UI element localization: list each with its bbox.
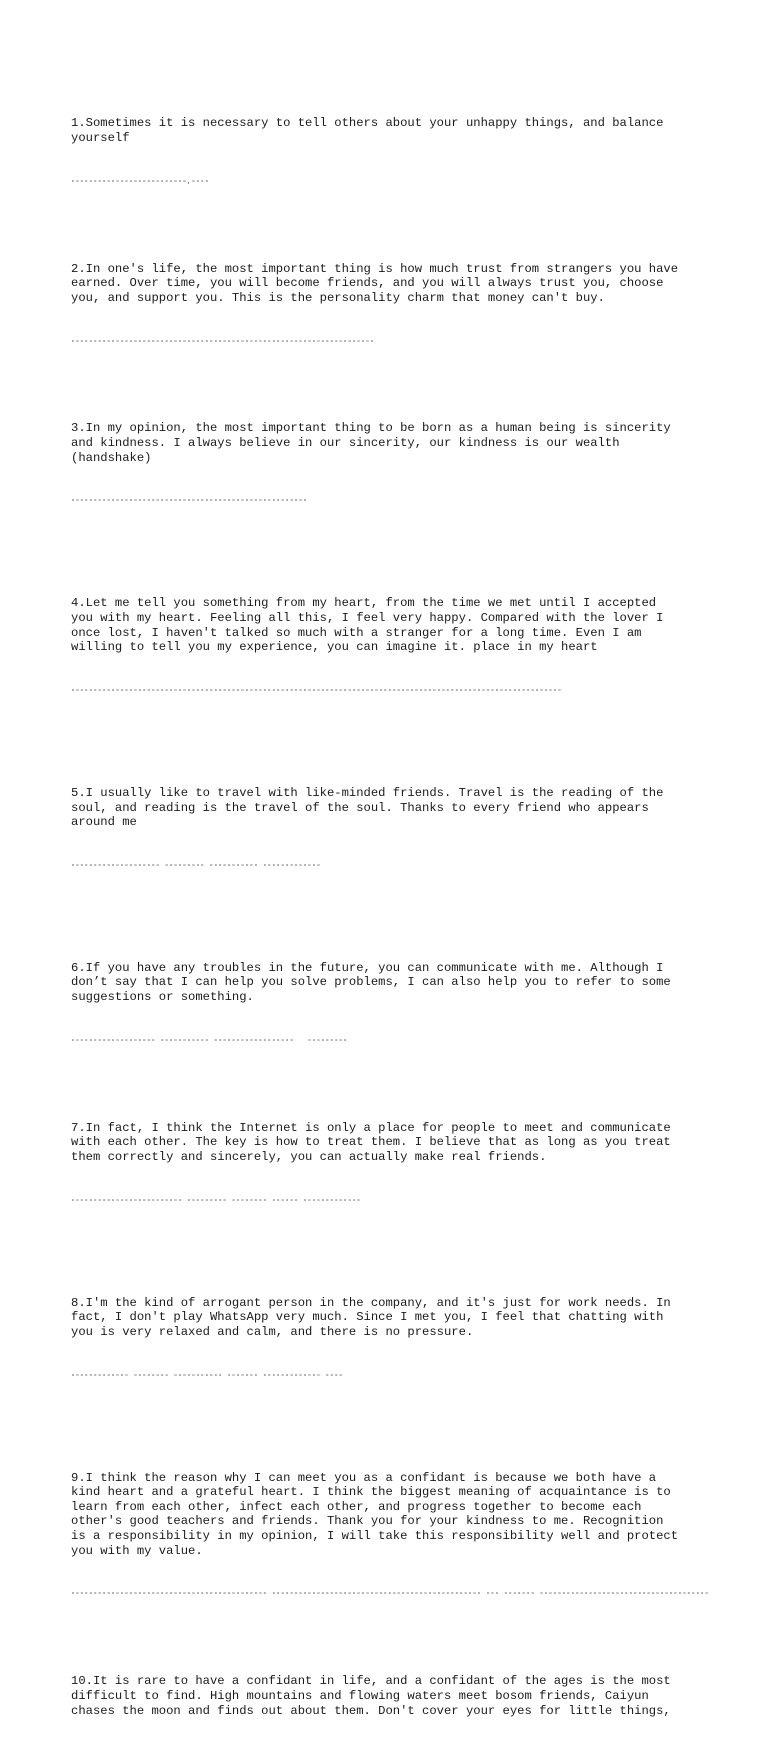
paragraph-3 (71, 392, 711, 538)
paragraph-text: 9.I think the reason why I can meet you as a confidant is because we both have a kind heart and a grateful heart. I think the biggest meaning of acquaintance is to learn from each other, infect each other, and progress together to become each other's good teachers and friends. Thank you for your kindness to me. Recognition is a responsibility in my opinion, I will take this responsibility well and protect you with my value. (71, 1470, 679, 1558)
paragraph-text: 8.I'm the kind of arrogant person in the company, and it's just for work needs. In fact, I don't play WhatsApp very much. Since I met you, I feel that chatting with you is very relaxed and calm, and there is no pressure. (71, 1295, 671, 1339)
paragraph-2 (71, 232, 711, 378)
paragraph-text: 4.Let me tell you something from my heart, from the time we met until I accepted you with my heart. Feeling all this, I feel very happy. Compared with the lover I once lost, I haven't talked so much with a stranger for a long time. Even I am willing to tell you my experience, you can imagine it. place in my heart (71, 596, 664, 655)
document-body (71, 87, 711, 1747)
paragraph-text: 3.In my opinion, the most important thing to be born as a human being is sincerity and kindness. I always believe in our sincerity, our kindness is our wealth (handshake) (71, 421, 671, 465)
paragraph-translation: ▫▫▫▫▫▫▫▫▫▫▫▫▫▫▫▫▫▫▫▫▫▫▫▫▫▫,▫▫▫▫ (71, 177, 210, 185)
paragraph-4 (71, 567, 711, 728)
paragraph-translation: ▫▫▫▫▫▫▫▫▫▫▫▫▫▫▫▫▫▫▫▫▫▫▫▫▫▫▫▫▫▫▫▫▫▫▫▫▫▫▫▫▫▫▫▫▫▫▫▫▫▫▫▫▫▫▫▫▫▫▫▫▫▫▫▫▫▫▫▫▫▫▫▫▫▫▫▫▫▫▫▫▫▫▫▫▫▫▫▫▫▫▫▫▫▫▫▫▫▫▫▫▫▫▫▫▫▫▫▫▫▫ (71, 686, 562, 694)
paragraph-7 (71, 1092, 711, 1238)
paragraph-text: 10.It is rare to have a confidant in life, and a confidant of the ages is the most difficult to find. High mountains and flowing waters meet bosom friends, Caiyun chases the moon and finds out about them. Don't cover your eyes for little things, (71, 1674, 671, 1718)
paragraph-translation: ▫▫▫▫▫▫▫▫▫▫▫▫▫▫▫▫▫▫▫▫▫▫▫▫▫▫▫▫▫▫▫▫▫▫▫▫▫▫▫▫▫▫▫▫▫▫▫▫▫▫▫▫▫ (71, 497, 308, 505)
paragraph-8 (71, 1267, 711, 1413)
paragraph-6 (71, 932, 711, 1078)
paragraph-text: 2.In one's life, the most important thing is how much trust from strangers you have earned. Over time, you will become friends, and you will always trust you, choose you, and support you. This is the personality charm that money can't buy. (71, 261, 679, 305)
paragraph-10 (71, 1645, 711, 1747)
paragraph-translation: ▫▫▫▫▫▫▫▫▫▫▫▫▫▫▫▫▫▫▫▫ ▫▫▫▫▫▫▫▫▫ ▫▫▫▫▫▫▫▫▫▫▫ ▫▫▫▫▫▫▫▫▫▫▫▫▫ (71, 861, 321, 869)
paragraph-translation: ▫▫▫▫▫▫▫▫▫▫▫▫▫▫▫▫▫▫▫ ▫▫▫▫▫▫▫▫▫▫▫ ▫▫▫▫▫▫▫▫▫▫▫▫▫▫▫▫▫▫ ▫▫▫▫▫▫▫▫▫ (71, 1036, 348, 1044)
paragraph-text: 6.If you have any troubles in the future, you can communicate with me. Although I don’t say that I can help you solve problems, I can also help you to refer to some suggestions or something. (71, 960, 671, 1005)
paragraph-translation: ▫▫▫▫▫▫▫▫▫▫▫▫▫▫▫▫▫▫▫▫▫▫▫▫▫▫▫▫▫▫▫▫▫▫▫▫▫▫▫▫▫▫▫▫ ▫▫▫▫▫▫▫▫▫▫▫▫▫▫▫▫▫▫▫▫▫▫▫▫▫▫▫▫▫▫▫▫▫▫▫▫▫▫▫▫▫▫▫▫▫▫▫ ▫▫▫ ▫▫▫▫▫▫▫ ▫▫▫▫▫▫▫▫▫▫▫▫▫▫▫▫▫▫▫▫▫▫▫▫▫▫▫▫▫▫▫▫▫▫▫▫▫▫ (71, 1590, 710, 1598)
paragraph-translation: ▫▫▫▫▫▫▫▫▫▫▫▫▫ ▫▫▫▫▫▫▫▫ ▫▫▫▫▫▫▫▫▫▫▫ ▫▫▫▫▫▫▫ ▫▫▫▫▫▫▫▫▫▫▫▫▫ ▫▫▫▫ (71, 1371, 344, 1379)
paragraph-1 (71, 87, 711, 218)
paragraph-9 (71, 1442, 711, 1632)
paragraph-text: 7.In fact, I think the Internet is only a place for people to meet and communicate with each other. The key is how to treat them. I believe that as long as you treat them correctly and sincerely, you can actually make real friends. (71, 1120, 671, 1164)
paragraph-translation: ▫▫▫▫▫▫▫▫▫▫▫▫▫▫▫▫▫▫▫▫▫▫▫▫▫▫▫▫▫▫▫▫▫▫▫▫▫▫▫▫▫▫▫▫▫▫▫▫▫▫▫▫▫▫▫▫▫▫▫▫▫▫▫▫▫▫▫▫ (71, 337, 375, 345)
paragraph-translation: ▫▫▫▫▫▫▫▫▫▫▫▫▫▫▫▫▫▫▫▫▫▫▫▫▫ ▫▫▫▫▫▫▫▫▫ ▫▫▫▫▫▫▫▫ ▫▫▫▫▫▫ ▫▫▫▫▫▫▫▫▫▫▫▫▫ (71, 1196, 362, 1204)
paragraph-5 (71, 757, 711, 903)
paragraph-text: 5.I usually like to travel with like-minded friends. Travel is the reading of the soul, and reading is the travel of the soul. Thanks to every friend who appears around me (71, 785, 664, 830)
paragraph-text: 1.Sometimes it is necessary to tell others about your unhappy things, and balance yourself (71, 116, 664, 145)
